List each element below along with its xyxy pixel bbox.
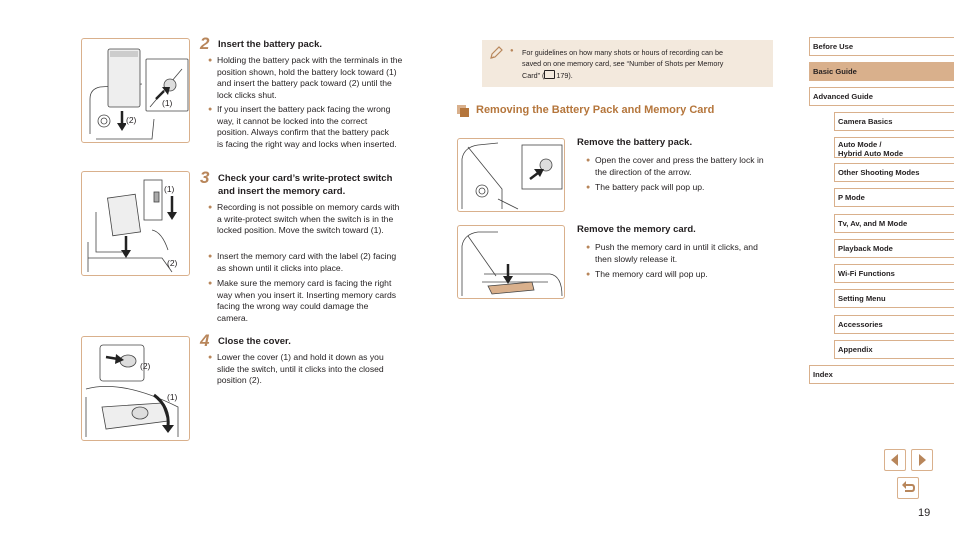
nav-label: Tv, Av, and M Mode xyxy=(838,219,908,228)
bullet-text: ● The battery pack will pop up. xyxy=(586,182,771,194)
nav-label: Appendix xyxy=(838,345,873,354)
item-title: Remove the memory card. xyxy=(577,224,696,235)
next-page-button[interactable] xyxy=(911,449,933,471)
nav-label: Auto Mode / xyxy=(838,140,882,149)
return-button[interactable] xyxy=(897,477,919,499)
nav-other-shooting-modes[interactable] xyxy=(834,163,954,182)
item-title: Remove the battery pack. xyxy=(577,137,693,148)
nav-appendix[interactable] xyxy=(834,340,954,359)
nav-label: Other Shooting Modes xyxy=(838,168,920,177)
nav-label: P Mode xyxy=(838,193,865,202)
section-title: Removing the Battery Pack and Memory Card xyxy=(476,104,715,116)
nav-index[interactable] xyxy=(809,365,954,384)
nav-label: Before Use xyxy=(813,42,854,51)
pencil-note-icon xyxy=(488,45,504,66)
nav-label: Camera Basics xyxy=(838,117,893,126)
next-page-icon xyxy=(912,450,932,470)
return-icon xyxy=(898,478,918,498)
nav-before-use[interactable] xyxy=(809,37,954,56)
note-line: For guidelines on how many shots or hours of recording can be xyxy=(522,48,723,57)
nav-advanced-guide[interactable] xyxy=(809,87,954,106)
remove-card-figure xyxy=(457,225,565,299)
note-bullet: ● xyxy=(510,48,514,54)
bullet-text: ● If you insert the battery pack facing the wrong way, it cannot be locked into the correct position. Always confirm that the battery pack is facing the right way and locks when inserted. xyxy=(208,104,397,150)
nav-label: Playback Mode xyxy=(838,244,893,253)
step-number: 3 xyxy=(200,168,210,187)
close-cover-illustration xyxy=(82,337,190,441)
note-line-text: ). xyxy=(568,70,573,80)
page-number: 19 xyxy=(918,507,931,519)
bullet-text: ● Open the cover and press the battery lock in the direction of the arrow. xyxy=(586,155,771,178)
step-title: Insert the battery pack. xyxy=(218,39,323,50)
page-ref-link[interactable]: 179 xyxy=(556,70,569,80)
nav-label: Accessories xyxy=(838,320,883,329)
figure-label: (2) xyxy=(167,258,178,268)
nav-label: Hybrid Auto Mode xyxy=(838,149,904,158)
remove-battery-figure xyxy=(457,138,565,212)
nav-label: Basic Guide xyxy=(813,67,857,76)
note-line xyxy=(522,70,768,81)
bullet-text: ● Holding the battery pack with the terminals in the position shown, hold the battery lock toward (1) and insert the battery pack toward (2) until the lock clicks shut. xyxy=(208,55,405,101)
note-line-text: Card” ( xyxy=(522,70,545,80)
nav-playback-mode[interactable] xyxy=(834,239,954,258)
nav-label: Wi-Fi Functions xyxy=(838,269,895,278)
battery-insert-illustration xyxy=(82,39,190,143)
nav-camera-basics[interactable] xyxy=(834,112,954,131)
prev-page-icon xyxy=(885,450,905,470)
remove-card-illustration xyxy=(458,226,565,299)
nav-label: Index xyxy=(813,370,833,379)
note-box xyxy=(482,40,773,87)
nav-auto-mode[interactable] xyxy=(834,137,954,158)
battery-insert-figure xyxy=(81,38,190,143)
card-insert-figure xyxy=(81,171,190,276)
bullet-text: ● Insert the memory card with the label (2) facing as shown until it clicks into place. xyxy=(208,251,399,274)
bullet-text: ● The memory card will pop up. xyxy=(586,269,771,281)
nav-setting-menu[interactable] xyxy=(834,289,954,308)
nav-wifi-functions[interactable] xyxy=(834,264,954,283)
nav-label: Advanced Guide xyxy=(813,92,873,101)
step-number: 4 xyxy=(200,331,210,350)
note-text xyxy=(522,47,768,81)
bullet-text: ● Lower the cover (1) and hold it down as you slide the switch, until it clicks into the closed position (2). xyxy=(208,352,402,387)
nav-label: Setting Menu xyxy=(838,294,886,303)
figure-label: (1) xyxy=(164,184,175,194)
step-title: Check your card’s write-protect switch and insert the memory card. xyxy=(218,173,393,197)
section-square-icon xyxy=(457,104,469,116)
figure-label: (2) xyxy=(140,361,151,371)
nav-p-mode[interactable] xyxy=(834,188,954,207)
bullet-text: ● Make sure the memory card is facing the right way when you insert it. Inserting memory cards facing the wrong way could damage the camera. xyxy=(208,278,399,324)
remove-battery-illustration xyxy=(458,139,565,212)
bullet-text: ● Recording is not possible on memory cards with a write-protect switch when the switch is in the locked position. Move the switch toward (1). xyxy=(208,202,405,237)
bullet-text: ● Push the memory card in until it clicks, and then slowly release it. xyxy=(586,242,771,265)
step-title: Close the cover. xyxy=(218,336,291,347)
close-cover-figure xyxy=(81,336,190,441)
book-ref-icon xyxy=(544,70,555,79)
figure-label: (1) xyxy=(162,98,173,108)
nav-tv-av-m-mode[interactable] xyxy=(834,214,954,233)
nav-accessories[interactable] xyxy=(834,315,954,334)
nav-basic-guide[interactable] xyxy=(809,62,954,81)
figure-label: (2) xyxy=(126,115,137,125)
prev-page-button[interactable] xyxy=(884,449,906,471)
figure-label: (1) xyxy=(167,392,178,402)
step-number: 2 xyxy=(200,34,210,53)
note-line: saved on one memory card, see “Number of Shots per Memory xyxy=(522,59,724,69)
